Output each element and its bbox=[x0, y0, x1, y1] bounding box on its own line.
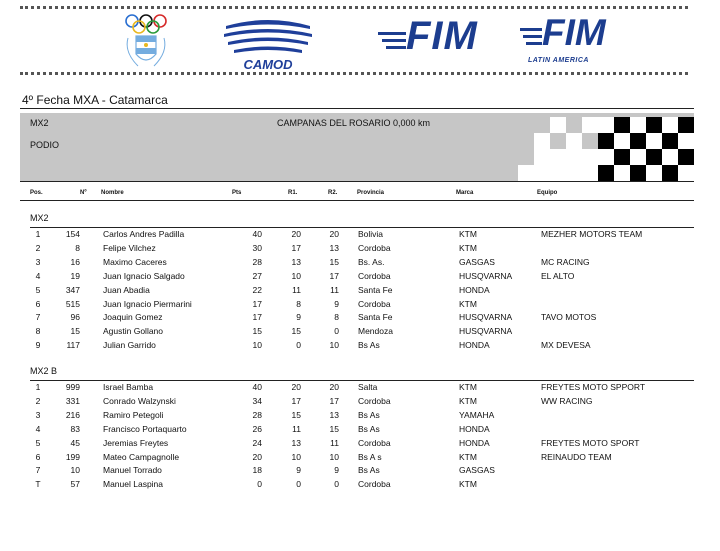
cell-provincia: Bs. As. bbox=[358, 256, 385, 267]
table-row bbox=[0, 465, 720, 479]
cell-marca: KTM bbox=[459, 229, 477, 239]
cell-name: Felipe Vilchez bbox=[103, 242, 156, 253]
cell-name: Maximo Caceres bbox=[103, 256, 167, 267]
cell-r2: 10 bbox=[329, 340, 339, 351]
cell-pos: 4 bbox=[35, 270, 41, 281]
table-row bbox=[0, 438, 720, 452]
section-title-mx2: MX2 bbox=[30, 213, 49, 223]
table-row bbox=[0, 229, 720, 243]
cell-r1: 11 bbox=[292, 284, 301, 295]
cell-pos: 2 bbox=[35, 242, 41, 253]
cell-name: Joaquin Gomez bbox=[103, 312, 163, 323]
header-rule bbox=[20, 200, 694, 201]
cell-r2: 9 bbox=[334, 298, 339, 309]
cell-num: 216 bbox=[65, 409, 80, 420]
cell-pos: 5 bbox=[35, 284, 41, 295]
cell-pts: 10 bbox=[252, 340, 262, 351]
table-row bbox=[0, 271, 720, 285]
cell-marca: HUSQVARNA bbox=[459, 270, 513, 281]
title-rule bbox=[20, 108, 694, 109]
cell-r1: 9 bbox=[296, 465, 301, 476]
cell-pos: T bbox=[35, 479, 41, 490]
cell-equipo: FREYTES MOTO SPORT bbox=[541, 437, 640, 448]
cell-equipo: MEZHER MOTORS TEAM bbox=[541, 229, 643, 239]
cell-pos: 6 bbox=[35, 298, 41, 309]
cell-num: 15 bbox=[70, 326, 80, 337]
cell-marca: HUSQVARNA bbox=[459, 312, 513, 323]
cell-pts: 17 bbox=[252, 298, 262, 309]
cell-marca: YAMAHA bbox=[459, 409, 495, 420]
cell-num: 16 bbox=[70, 256, 80, 267]
cell-marca: HONDA bbox=[459, 437, 490, 448]
cell-r2: 17 bbox=[329, 395, 339, 406]
cell-pos: 7 bbox=[35, 465, 41, 476]
table-row bbox=[0, 479, 720, 493]
cell-pts: 40 bbox=[252, 382, 262, 392]
cell-r1: 20 bbox=[291, 229, 301, 239]
cell-pos: 2 bbox=[35, 395, 41, 406]
table-row bbox=[0, 326, 720, 340]
cell-r2: 11 bbox=[330, 437, 339, 448]
cell-pts: 17 bbox=[252, 312, 262, 323]
table-row bbox=[0, 410, 720, 424]
cell-pts: 30 bbox=[252, 242, 262, 253]
table-row bbox=[0, 396, 720, 410]
cell-num: 199 bbox=[65, 451, 80, 462]
table-row bbox=[0, 257, 720, 271]
section-title-mx2b: MX2 B bbox=[30, 366, 58, 376]
cell-pos: 4 bbox=[35, 423, 41, 434]
cell-name: Ramiro Petegoli bbox=[103, 409, 164, 420]
comite-olimpico-logo bbox=[118, 12, 178, 72]
cell-name: Francisco Portaquarto bbox=[103, 423, 187, 434]
cell-r1: 0 bbox=[296, 340, 301, 351]
event-title: 4º Fecha MXA - Catamarca bbox=[22, 93, 168, 107]
cell-r1: 8 bbox=[296, 298, 301, 309]
cell-pts: 34 bbox=[252, 395, 262, 406]
cell-num: 45 bbox=[70, 437, 80, 448]
col-name: Nombre bbox=[101, 190, 124, 196]
cell-r2: 20 bbox=[329, 229, 339, 239]
cell-name: Carlos Andres Padilla bbox=[103, 229, 185, 239]
cell-provincia: Santa Fe bbox=[358, 284, 393, 295]
cell-pts: 28 bbox=[252, 256, 262, 267]
cell-r2: 13 bbox=[329, 242, 339, 253]
cell-provincia: Cordoba bbox=[358, 242, 391, 253]
cell-name: Julian Garrido bbox=[103, 340, 156, 351]
banner-rule bbox=[20, 181, 694, 182]
cell-r2: 15 bbox=[329, 256, 339, 267]
camod-logo bbox=[222, 16, 314, 72]
cell-pts: 15 bbox=[252, 326, 262, 337]
cell-r1: 20 bbox=[291, 382, 301, 392]
cell-equipo: WW RACING bbox=[541, 395, 593, 406]
cell-pos: 7 bbox=[35, 312, 41, 323]
column-headers bbox=[0, 190, 720, 200]
cell-pts: 22 bbox=[252, 284, 262, 295]
col-marca: Marca bbox=[456, 190, 474, 196]
cell-pos: 6 bbox=[35, 451, 41, 462]
cell-num: 10 bbox=[70, 465, 80, 476]
cell-num: 96 bbox=[70, 312, 80, 323]
cell-equipo: MX DEVESA bbox=[541, 340, 591, 351]
cell-name: Juan Ignacio Salgado bbox=[103, 270, 185, 281]
cell-marca: HUSQVARNA bbox=[459, 326, 513, 337]
banner-venue: CAMPANAS DEL ROSARIO 0,000 km bbox=[277, 118, 431, 128]
cell-provincia: Salta bbox=[358, 382, 378, 392]
table-row bbox=[0, 312, 720, 326]
cell-equipo: FREYTES MOTO SPPORT bbox=[541, 382, 646, 392]
cell-pos: 5 bbox=[35, 437, 41, 448]
cell-r1: 15 bbox=[291, 326, 301, 337]
cell-equipo: EL ALTO bbox=[541, 270, 575, 281]
cell-num: 331 bbox=[65, 395, 80, 406]
cell-name: Conrado Walzynski bbox=[103, 395, 176, 406]
cell-equipo: MC RACING bbox=[541, 256, 590, 267]
cell-r1: 0 bbox=[296, 479, 301, 490]
fim-logo-text: FIM bbox=[406, 14, 478, 58]
cell-provincia: Santa Fe bbox=[358, 312, 393, 323]
cell-name: Jeremias Freytes bbox=[103, 437, 169, 448]
cell-pts: 24 bbox=[252, 437, 262, 448]
cell-r2: 11 bbox=[330, 284, 339, 295]
cell-num: 515 bbox=[65, 298, 80, 309]
cell-provincia: Bs As bbox=[358, 465, 380, 476]
banner-label: PODIO bbox=[30, 140, 60, 150]
cell-r1: 15 bbox=[291, 409, 301, 420]
cell-r2: 0 bbox=[334, 479, 339, 490]
cell-marca: HONDA bbox=[459, 340, 490, 351]
cell-name: Mateo Campagnolle bbox=[103, 451, 180, 462]
section-rule-mx2 bbox=[30, 227, 694, 228]
cell-marca: KTM bbox=[459, 242, 477, 253]
table-row bbox=[0, 299, 720, 313]
cell-num: 347 bbox=[65, 284, 80, 295]
cell-num: 83 bbox=[70, 423, 80, 434]
cell-r1: 10 bbox=[291, 270, 301, 281]
cell-marca: GASGAS bbox=[459, 256, 495, 267]
col-provincia: Provincia bbox=[357, 190, 385, 196]
cell-name: Juan Abadia bbox=[103, 284, 150, 295]
cell-provincia: Cordoba bbox=[358, 479, 391, 490]
cell-r1: 17 bbox=[291, 242, 301, 253]
banner-category: MX2 bbox=[30, 118, 49, 128]
cell-pts: 27 bbox=[252, 270, 262, 281]
cell-pos: 3 bbox=[35, 409, 41, 420]
cell-provincia: Bs As bbox=[358, 340, 380, 351]
cell-provincia: Bs As bbox=[358, 409, 380, 420]
cell-marca: HONDA bbox=[459, 284, 490, 295]
cell-provincia: Cordoba bbox=[358, 437, 391, 448]
cell-r2: 10 bbox=[329, 451, 339, 462]
fim-la-logo-text: FIM bbox=[542, 12, 606, 53]
cell-marca: KTM bbox=[459, 451, 477, 462]
cell-pts: 18 bbox=[252, 465, 262, 476]
cell-provincia: Bs A s bbox=[358, 451, 382, 462]
cell-equipo: REINAUDO TEAM bbox=[541, 451, 612, 462]
col-pos: Pos. bbox=[30, 190, 43, 196]
cell-name: Agustin Gollano bbox=[103, 326, 164, 337]
cell-name: Manuel Torrado bbox=[103, 465, 162, 476]
col-num: Nº bbox=[80, 190, 87, 196]
col-pts: Pts bbox=[232, 190, 242, 196]
cell-num: 117 bbox=[66, 340, 80, 351]
cell-num: 8 bbox=[75, 242, 80, 253]
cell-provincia: Bs As bbox=[358, 423, 380, 434]
cell-num: 19 bbox=[70, 270, 80, 281]
cell-pos: 9 bbox=[35, 340, 41, 351]
logo-strip bbox=[0, 8, 720, 72]
col-r1: R1. bbox=[288, 190, 298, 196]
fim-logo bbox=[378, 14, 490, 62]
cell-marca: HONDA bbox=[459, 423, 490, 434]
cell-r2: 15 bbox=[329, 423, 339, 434]
cell-r2: 9 bbox=[334, 465, 339, 476]
table-row bbox=[0, 243, 720, 257]
cell-r1: 13 bbox=[291, 256, 301, 267]
cell-marca: GASGAS bbox=[459, 465, 495, 476]
cell-pts: 0 bbox=[257, 479, 262, 490]
cell-r1: 9 bbox=[296, 312, 301, 323]
cell-r2: 8 bbox=[334, 312, 339, 323]
cell-pos: 1 bbox=[35, 229, 41, 239]
logo-dotted-rule bbox=[20, 72, 688, 75]
cell-provincia: Mendoza bbox=[358, 326, 393, 337]
table-row bbox=[0, 424, 720, 438]
fim-latin-america-logo bbox=[520, 14, 620, 70]
cell-marca: KTM bbox=[459, 395, 477, 406]
cell-provincia: Bolivia bbox=[358, 229, 384, 239]
table-row bbox=[0, 452, 720, 466]
cell-num: 999 bbox=[65, 382, 80, 392]
cell-marca: KTM bbox=[459, 479, 477, 490]
cell-provincia: Cordoba bbox=[358, 270, 391, 281]
cell-pos: 3 bbox=[35, 256, 41, 267]
cell-pts: 28 bbox=[252, 409, 262, 420]
cell-num: 154 bbox=[65, 229, 80, 239]
col-equipo: Equipo bbox=[537, 190, 558, 196]
category-banner bbox=[20, 113, 694, 181]
cell-provincia: Cordoba bbox=[358, 395, 391, 406]
table-row bbox=[0, 285, 720, 299]
table-row bbox=[0, 382, 720, 396]
cell-r2: 13 bbox=[329, 409, 339, 420]
cell-r1: 13 bbox=[291, 437, 301, 448]
cell-name: Juan Ignacio Piermarini bbox=[103, 298, 192, 309]
cell-marca: KTM bbox=[459, 298, 477, 309]
checkered-flag-icon bbox=[442, 113, 694, 181]
cell-pts: 40 bbox=[252, 229, 262, 239]
cell-r2: 17 bbox=[329, 270, 339, 281]
cell-pts: 20 bbox=[252, 451, 262, 462]
cell-name: Israel Bamba bbox=[103, 382, 154, 392]
cell-marca: KTM bbox=[459, 382, 477, 392]
fim-la-logo-subtext: LATIN AMERICA bbox=[528, 57, 589, 64]
cell-r1: 11 bbox=[292, 423, 301, 434]
cell-r2: 20 bbox=[329, 382, 339, 392]
cell-r2: 0 bbox=[334, 326, 339, 337]
section-rule-mx2b bbox=[30, 380, 694, 381]
cell-pos: 1 bbox=[35, 382, 41, 392]
cell-r1: 10 bbox=[291, 451, 301, 462]
table-row bbox=[0, 340, 720, 354]
cell-equipo: TAVO MOTOS bbox=[541, 312, 597, 323]
cell-num: 57 bbox=[70, 479, 80, 490]
camod-logo-text: CAMOD bbox=[243, 57, 293, 72]
cell-pos: 8 bbox=[35, 326, 41, 337]
cell-pts: 26 bbox=[252, 423, 262, 434]
col-r2: R2. bbox=[328, 190, 338, 196]
cell-provincia: Cordoba bbox=[358, 298, 391, 309]
cell-name: Manuel Laspina bbox=[103, 479, 164, 490]
cell-r1: 17 bbox=[291, 395, 301, 406]
